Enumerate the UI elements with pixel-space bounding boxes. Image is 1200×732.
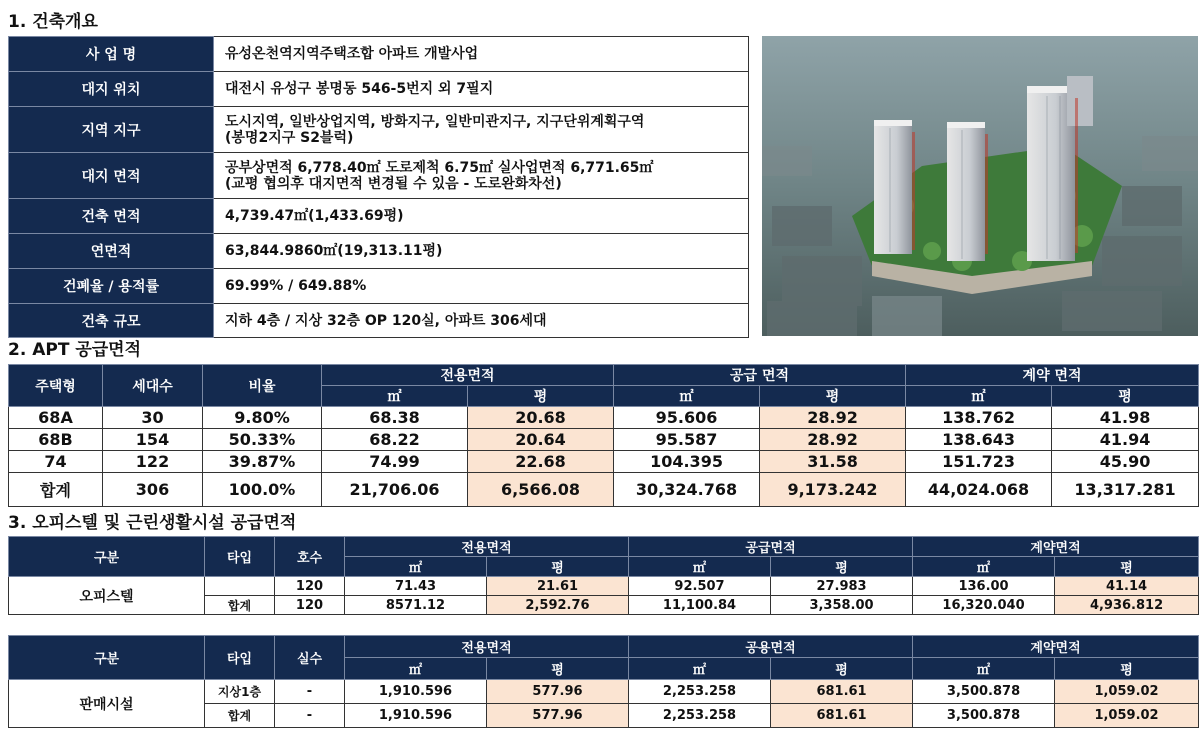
retail-header-row [9,636,1199,658]
retail-header-contract: 계약면적 [913,636,1199,658]
apt-subheader-m2: ㎡ [322,386,468,407]
table-row [9,680,1199,704]
retail-cell: 1,910.596 [345,704,487,728]
officetel-header-type: 타입 [205,537,275,577]
apt-cell: 13,317.281 [1052,473,1199,507]
apt-cell: 30 [103,407,203,429]
section-title-apt-supply: 2. APT 공급면적 [8,340,142,360]
apt-cell: 6,566.08 [468,473,614,507]
overview-row [9,37,749,72]
overview-label: 대지 위치 [9,72,214,107]
apt-subheader-pyeong: 평 [468,386,614,407]
apt-subheader-pyeong: 평 [1052,386,1199,407]
officetel-subheader-pyeong: 평 [1055,557,1199,577]
officetel-header-category: 구분 [9,537,205,577]
apt-cell: 28.92 [760,429,906,451]
overview-label: 건축 규모 [9,304,214,338]
apt-header-row [9,365,1199,386]
retail-header-type: 타입 [205,636,275,680]
retail-cell: - [275,704,345,728]
officetel-header-exclusive: 전용면적 [345,537,629,557]
apt-cell: 122 [103,451,203,473]
retail-cell: 577.96 [487,680,629,704]
apt-cell: 104.395 [614,451,760,473]
table-row [9,451,1199,473]
overview-value: 유성온천역지역주택조합 아파트 개발사업 [214,37,749,72]
retail-cell: 2,253.258 [629,704,771,728]
overview-label: 건축 면적 [9,199,214,234]
overview-value: 대전시 유성구 봉명동 546-5번지 외 7필지 [214,72,749,107]
overview-value-line: (봉명2지구 S2블럭) [225,129,354,146]
apt-cell: 151.723 [906,451,1052,473]
officetel-supply-table [8,536,1199,615]
apt-subheader-pyeong: 평 [760,386,906,407]
apt-cell: 154 [103,429,203,451]
apt-cell: 20.64 [468,429,614,451]
officetel-cell: 71.43 [345,577,487,596]
officetel-cell: 2,592.76 [487,596,629,615]
retail-subheader-m2: ㎡ [629,658,771,680]
officetel-cell: 92.507 [629,577,771,596]
retail-cell: 1,059.02 [1055,704,1199,728]
officetel-cell: 21.61 [487,577,629,596]
officetel-cell: 4,936.812 [1055,596,1199,615]
apt-cell: 50.33% [203,429,322,451]
apt-header-units: 세대수 [103,365,203,407]
overview-row [9,72,749,107]
overview-value: 지하 4층 / 지상 32층 OP 120실, 아파트 306세대 [214,304,749,338]
overview-value-line: 도시지역, 일반상업지역, 방화지구, 일반미관지구, 지구단위계획구역 [225,113,645,130]
apt-header-contract: 계약 면적 [906,365,1199,386]
officetel-cell: 11,100.84 [629,596,771,615]
apt-cell: 9,173.242 [760,473,906,507]
retail-subheader-m2: ㎡ [913,658,1055,680]
apt-cell: 22.68 [468,451,614,473]
apt-cell: 45.90 [1052,451,1199,473]
retail-cell: 합계 [205,704,275,728]
section-title-officetel-supply: 3. 오피스텔 및 근린생활시설 공급면적 [8,513,297,533]
overview-value [214,107,749,153]
officetel-subheader-m2: ㎡ [345,557,487,577]
apt-cell: 21,706.06 [322,473,468,507]
building-rendering-image [762,36,1198,336]
officetel-cell: 3,358.00 [771,596,913,615]
retail-subheader-pyeong: 평 [1055,658,1199,680]
apt-header-type: 주택형 [9,365,103,407]
apt-cell: 9.80% [203,407,322,429]
apt-cell: 30,324.768 [614,473,760,507]
apt-supply-table [8,364,1199,507]
officetel-cell: 8571.12 [345,596,487,615]
officetel-cell: 120 [275,596,345,615]
officetel-cell: 합계 [205,596,275,615]
retail-header-common: 공용면적 [629,636,913,658]
table-row [9,577,1199,596]
apt-cell: 합계 [9,473,103,507]
overview-value: 69.99% / 649.88% [214,269,749,304]
retail-cell: 3,500.878 [913,680,1055,704]
apt-header-ratio: 비율 [203,365,322,407]
retail-cell: 1,910.596 [345,680,487,704]
overview-row [9,199,749,234]
table-row-total [9,473,1199,507]
overview-value [214,153,749,199]
officetel-header-contract: 계약면적 [913,537,1199,557]
overview-value: 63,844.9860㎡(19,313.11평) [214,234,749,269]
apt-cell: 74 [9,451,103,473]
apt-cell: 95.606 [614,407,760,429]
overview-label: 연면적 [9,234,214,269]
apt-cell: 74.99 [322,451,468,473]
retail-cell: 3,500.878 [913,704,1055,728]
retail-category-name: 판매시설 [9,680,205,728]
retail-supply-table [8,635,1199,728]
overview-label: 사 업 명 [9,37,214,72]
overview-row [9,234,749,269]
apt-cell: 39.87% [203,451,322,473]
officetel-cell: 136.00 [913,577,1055,596]
apt-cell: 68.38 [322,407,468,429]
officetel-cell: 16,320.040 [913,596,1055,615]
table-row [9,429,1199,451]
retail-header-category: 구분 [9,636,205,680]
officetel-cell [205,577,275,596]
officetel-subheader-pyeong: 평 [771,557,913,577]
officetel-subheader-m2: ㎡ [629,557,771,577]
apt-cell: 138.643 [906,429,1052,451]
retail-header-count: 실수 [275,636,345,680]
apt-cell: 41.98 [1052,407,1199,429]
apt-subheader-m2: ㎡ [906,386,1052,407]
apt-cell: 68A [9,407,103,429]
apt-cell: 100.0% [203,473,322,507]
retail-subheader-pyeong: 평 [771,658,913,680]
apt-cell: 20.68 [468,407,614,429]
officetel-cell: 120 [275,577,345,596]
overview-value: 4,739.47㎡(1,433.69평) [214,199,749,234]
rendering-illustration [762,36,1198,336]
overview-row [9,107,749,153]
section-title-overview: 1. 건축개요 [8,12,98,32]
overview-row [9,269,749,304]
apt-header-exclusive: 전용면적 [322,365,614,386]
overview-label: 대지 면적 [9,153,214,199]
apt-header-supply: 공급 면적 [614,365,906,386]
officetel-cell: 41.14 [1055,577,1199,596]
officetel-header-supply: 공급면적 [629,537,913,557]
officetel-header-row [9,537,1199,557]
retail-cell: - [275,680,345,704]
apt-cell: 41.94 [1052,429,1199,451]
retail-subheader-pyeong: 평 [487,658,629,680]
officetel-subheader-m2: ㎡ [913,557,1055,577]
apt-cell: 68B [9,429,103,451]
overview-label: 지역 지구 [9,107,214,153]
retail-cell: 1,059.02 [1055,680,1199,704]
overview-value-line: (교평 협의후 대지면적 변경될 수 있음 - 도로완화차선) [225,175,562,192]
overview-label: 건폐율 / 용적률 [9,269,214,304]
retail-cell: 681.61 [771,704,913,728]
apt-subheader-m2: ㎡ [614,386,760,407]
retail-cell: 지상1층 [205,680,275,704]
apt-cell: 31.58 [760,451,906,473]
overview-row [9,304,749,338]
officetel-header-count: 호수 [275,537,345,577]
apt-cell: 44,024.068 [906,473,1052,507]
apt-cell: 306 [103,473,203,507]
retail-header-exclusive: 전용면적 [345,636,629,658]
apt-cell: 95.587 [614,429,760,451]
officetel-cell: 27.983 [771,577,913,596]
retail-cell: 2,253.258 [629,680,771,704]
overview-row [9,153,749,199]
table-row [9,407,1199,429]
overview-table [8,36,749,338]
officetel-category-name: 오피스텔 [9,577,205,615]
retail-cell: 577.96 [487,704,629,728]
apt-cell: 68.22 [322,429,468,451]
apt-cell: 28.92 [760,407,906,429]
apt-cell: 138.762 [906,407,1052,429]
officetel-subheader-pyeong: 평 [487,557,629,577]
retail-subheader-m2: ㎡ [345,658,487,680]
overview-value-line: 공부상면적 6,778.40㎡ 도로제척 6.75㎡ 실사업면적 6,771.65㎡ [225,159,654,176]
retail-cell: 681.61 [771,680,913,704]
